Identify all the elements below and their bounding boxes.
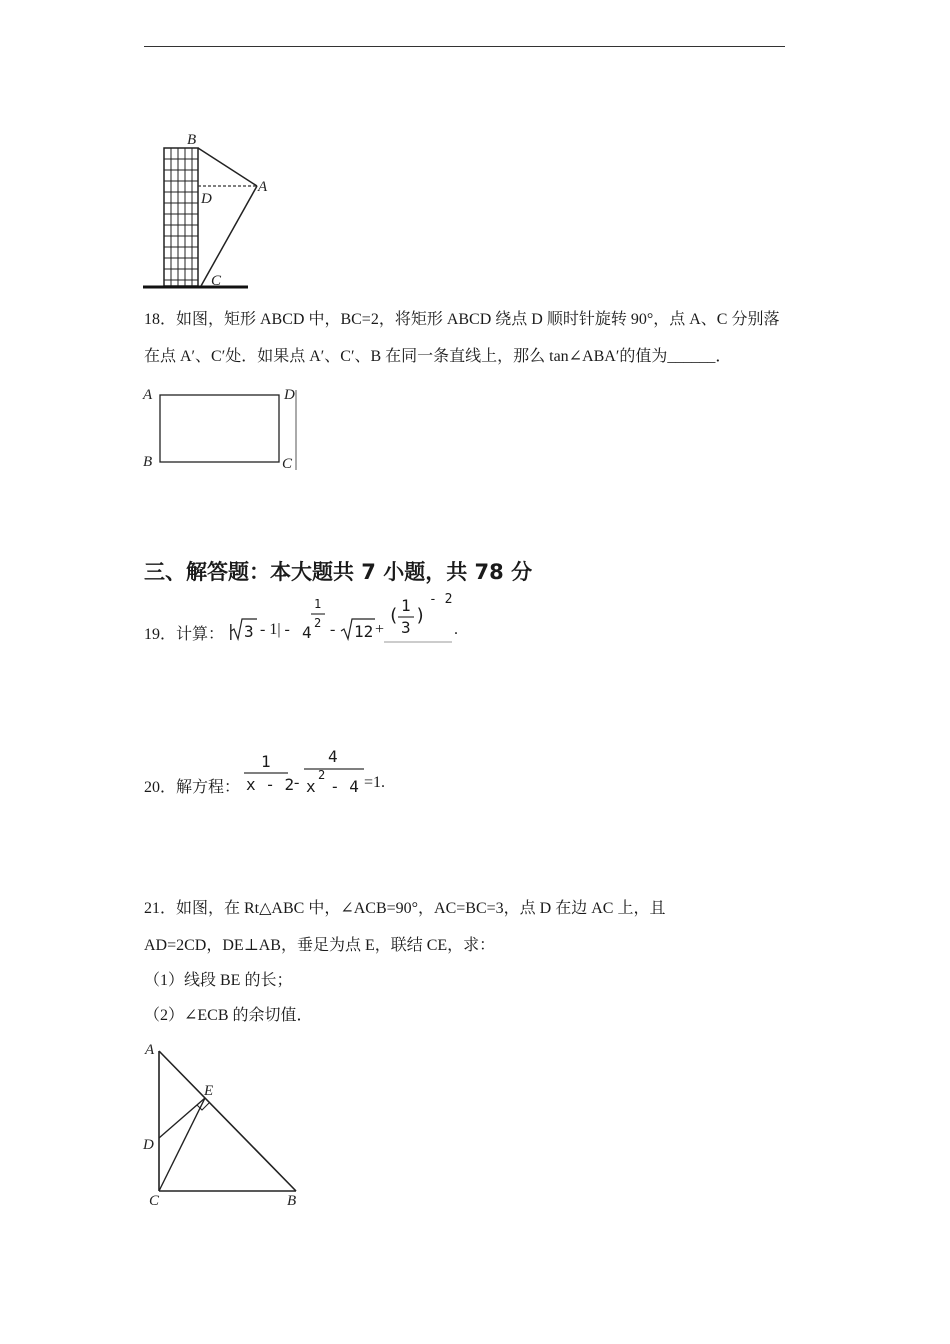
- q19-minus2: -: [330, 621, 336, 638]
- q19-power: - 2: [429, 592, 453, 607]
- q18-text-line1: 18．如图，矩形 ABCD 中，BC=2，将矩形 ABCD 绕点 D 顺时针旋转 90°，点 A、C 分别落: [144, 311, 780, 328]
- q19-sqrt3-value: 3: [244, 622, 254, 641]
- tri-label-c: C: [149, 1193, 160, 1209]
- q20-prefix: 20．解方程：: [144, 779, 241, 796]
- q18-rectangle-figure: [140, 382, 305, 474]
- q17-figure: [140, 128, 280, 293]
- q20-f2-den-exp: 2: [318, 768, 326, 782]
- q20-f1-den: x - 2: [246, 775, 295, 794]
- q19-exp-num: 1: [314, 597, 322, 611]
- q20-minus: -: [294, 774, 300, 791]
- q19-abs-open: |: [226, 621, 236, 640]
- tri-label-e: E: [204, 1083, 214, 1099]
- q21-line3: （1）线段 BE 的长；: [144, 972, 293, 989]
- q20-tail: =1.: [364, 774, 386, 791]
- segment-ba: [198, 148, 257, 186]
- grid-building: [164, 148, 198, 286]
- label-a: A: [258, 179, 268, 195]
- rect-label-d: D: [284, 387, 295, 403]
- rect-label-b: B: [143, 454, 153, 470]
- tri-label-a: A: [145, 1042, 155, 1058]
- label-d: D: [201, 191, 212, 207]
- q21-line4: （2）∠ECB 的余切值．: [144, 1007, 313, 1024]
- q20: [144, 746, 404, 798]
- label-b: B: [187, 132, 197, 148]
- section-heading: 三、解答题：本大题共 7 小题，共 78 分: [144, 560, 533, 584]
- q20-f2-num: 4: [328, 747, 338, 766]
- tri-label-b: B: [287, 1193, 297, 1209]
- rectangle-abcd: [160, 395, 279, 462]
- q19-end: .: [454, 621, 458, 638]
- q19-sqrt12-value: 12: [354, 622, 374, 641]
- header-rule: [144, 46, 785, 47]
- segment-de: [159, 1098, 205, 1138]
- q19-frac-num: 1: [401, 596, 411, 615]
- rect-label-c: C: [282, 456, 293, 472]
- q21-triangle-figure: [140, 1038, 310, 1210]
- q19-paren-close: ): [415, 605, 426, 626]
- q19-minus1: - 1| -: [260, 621, 290, 638]
- label-c: C: [211, 273, 222, 289]
- q19-four: 4: [302, 623, 312, 642]
- q19-frac-den: 3: [401, 618, 411, 637]
- q20-f2-den-base: x: [306, 777, 316, 796]
- q20-f1-bar: [244, 772, 288, 774]
- rect-label-a: A: [143, 387, 153, 403]
- q21-line1: 21．如图，在 Rt△ABC 中，∠ACB=90°，AC=BC=3，点 D 在边 AC 上，且: [144, 900, 666, 917]
- q20-f1-num: 1: [261, 752, 271, 771]
- q19-underline: [384, 641, 452, 643]
- q20-f2-den-rest: - 4: [330, 777, 359, 796]
- q19-exp-fraction-bar: [311, 613, 325, 615]
- segment-ce: [159, 1098, 205, 1191]
- tri-label-d: D: [143, 1137, 154, 1153]
- q19-plus: +: [375, 621, 385, 638]
- q19: [144, 592, 474, 650]
- q19-prefix: 19．计算：: [144, 626, 225, 643]
- q20-f2-bar: [304, 768, 364, 770]
- q19-exp-den: 2: [314, 616, 322, 630]
- q18-text-line2: 在点 A′、C′处．如果点 A′、C′、B 在同一条直线上，那么 tan∠ABA′的值为______．: [144, 348, 732, 365]
- q21-line2: AD=2CD，DE⊥AB，垂足为点 E，联结 CE，求：: [144, 937, 496, 954]
- q19-paren-open: (: [388, 605, 399, 626]
